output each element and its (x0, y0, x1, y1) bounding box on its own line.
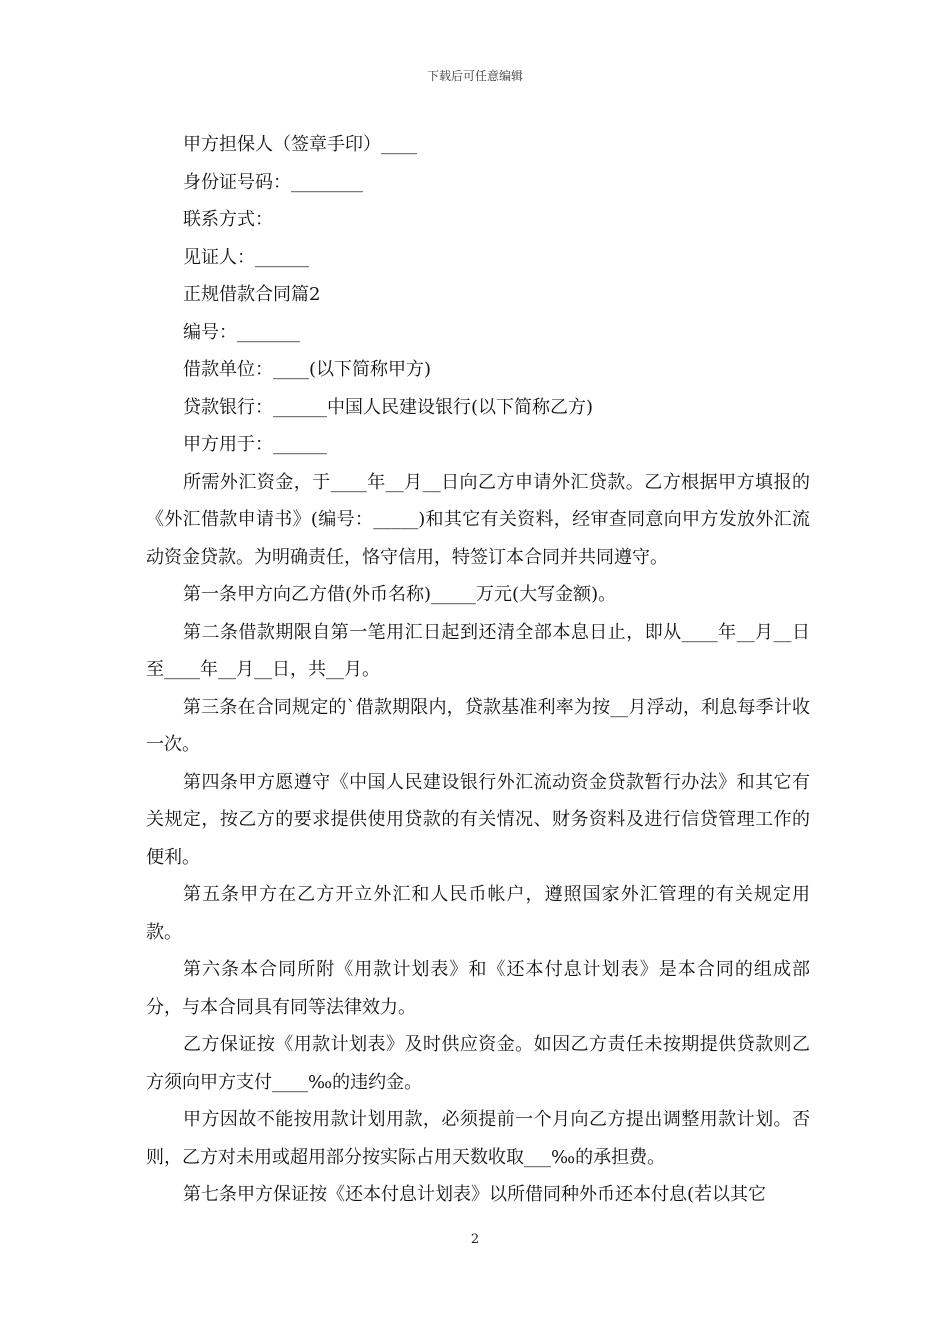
witness-line: 见证人：______ (183, 246, 309, 268)
paragraph-article-7: 第七条甲方保证按《还本付息计划表》以所借同种外币还本付息(若以其它 (183, 1184, 767, 1205)
paragraph-article-1: 第一条甲方向乙方借(外币名称)_____万元(大写金额)。 (183, 584, 617, 605)
guarantor-line: 甲方担保人（签章手印）____ (183, 134, 417, 155)
paragraph-article-6: 第六条本合同所附《用款计划表》和《还本付息计划表》是本合同的组成部分，与本合同具有同等法律效力。 (146, 959, 810, 1018)
paragraph-article-4: 第四条甲方愿遵守《中国人民建设银行外汇流动资金贷款暂行办法》和其它有关规定，按乙方的要求提供使用贷款的有关情况、财务资料及进行信贷管理工作的便利。 (146, 771, 810, 868)
paragraph-article-5: 第五条甲方在乙方开立外汇和人民币帐户，遵照国家外汇管理的有关规定用款。 (146, 884, 810, 943)
paragraph-article-2: 第二条借款期限自第一笔用汇日起到还清全部本息日止，即从____年__月__日至____年__月__日，共__月。 (146, 621, 810, 680)
contact-line: 联系方式： (183, 209, 273, 230)
paragraph-application: 所需外汇资金，于____年__月__日向乙方申请外汇贷款。乙方根据甲方填报的《外汇借款申请书》(编号：_____)和其它有关资料，经审查同意向甲方发放外汇流动资金贷款。为明确责任，恪守信用，特签订本合同并共同遵守。 (146, 471, 810, 568)
page-header: 下载后可任意编辑 (426, 69, 523, 83)
contract-number-line: 编号：_______ (183, 321, 300, 343)
lender-bank-line: 贷款银行：______中国人民建设银行(以下简称乙方) (183, 396, 594, 418)
document-body (146, 126, 810, 1214)
purpose-line: 甲方用于：______ (183, 434, 327, 455)
id-number-line: 身份证号码：________ (183, 171, 363, 193)
borrower-line: 借款单位：____(以下简称甲方) (183, 359, 432, 380)
page-number: 2 (470, 1232, 480, 1247)
paragraph-lender-guarantee: 乙方保证按《用款计划表》及时供应资金。如因乙方责任未按期提供贷款则乙方须向甲方支付____‰的违约金。 (146, 1034, 810, 1093)
paragraph-borrower-adjustment: 甲方因故不能按用款计划用款，必须提前一个月向乙方提出调整用款计划。否则，乙方对未用或超用部分按实际占用天数收取___‰的承担费。 (146, 1109, 810, 1168)
section-title: 正规借款合同篇2 (183, 284, 321, 305)
paragraph-article-3: 第三条在合同规定的`借款期限内，贷款基准利率为按__月浮动，利息每季计收一次。 (146, 696, 810, 755)
